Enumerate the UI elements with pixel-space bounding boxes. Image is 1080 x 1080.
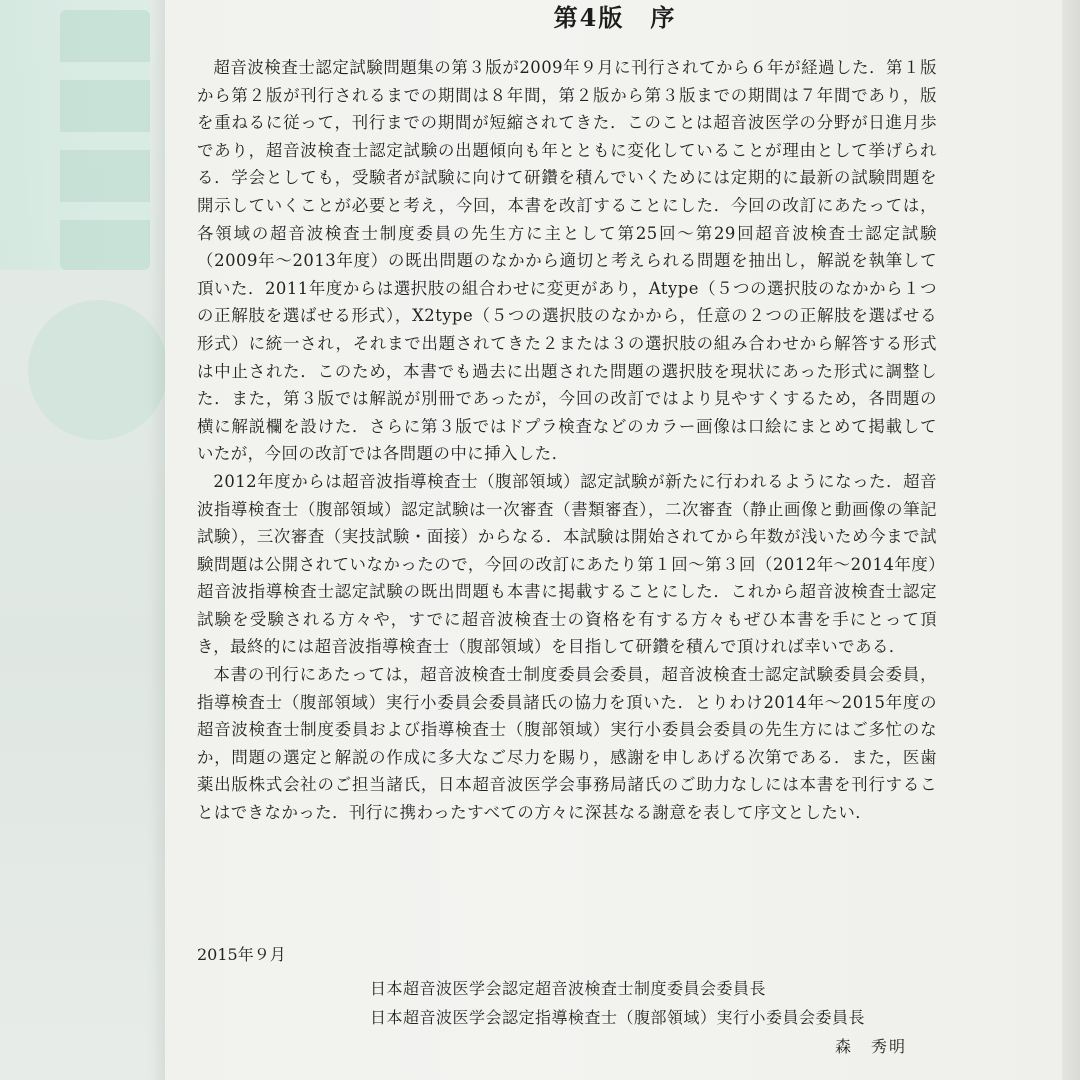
signature-title-2: 日本超音波医学会認定指導検査士（腹部領域）実行小委員会委員長 — [370, 1008, 866, 1027]
cover-title-shadow — [60, 10, 150, 270]
signature-name: 森 秀明 — [835, 1037, 908, 1056]
preface-paragraph: 本書の刊行にあたっては，超音波検査士制度委員会委員，超音波検査士認定試験委員会委員，指導検査士（腹部領域）実行小委員会委員諸氏の協力を頂いた．とりわけ2014年～2015年度の超音波検査士制度委員および指導検査士（腹部領域）実行小委員会委員の先生方にはご多忙のなか，問題の選定と解説の作成に多大なご尽力を賜り，感謝を申しあげる次第である．また，医歯薬出版株式会社のご担当諸氏，日本超音波医学会事務局諸氏のご助力なしには本書を刊行することはできなかった．刊行に携わったすべての方々に深甚なる謝意を表して序文としたい． — [197, 665, 937, 823]
preface-paragraph: 超音波検査士認定試験問題集の第３版が2009年９月に刊行されてから６年が経過した．第１版から第２版が刊行されるまでの期間は８年間，第２版から第３版までの期間は７年間であり，版を重ねるに従って，刊行までの期間が短縮されてきた．このことは超音波医学の分野が日進月歩であり，超音波検査士認定試験の出題傾向も年とともに変化していることが理由として挙げられる．学会としても，受験者が試験に向けて研鑽を積んでいくためには定期的に最新の試験問題を開示していくことが必要と考え，今回，本書を改訂することにした．今回の改訂にあたっては，各領域の超音波検査士制度委員の先生方に主として第25回～第29回超音波検査士認定試験（2009年～2013年度）の既出問題のなかから適切と考えられる問題を抽出し，解説を執筆して頂いた．2011年度からは選択肢の組合わせに変更があり，Atype（５つの選択肢のなかから１つの正解肢を選ばせる形式），X2type（５つの選択肢のなかから，任意の２つの正解肢を選ばせる形式）に統一され，それまで出題されてきた２または３の選択肢の組み合わせから解答する形式は中止された．このため，本書でも過去に出題された問題の選択肢を現状にあった形式に調整した．また，第３版では解説が別冊であったが，今回の改訂ではより見やすくするため，各問題の横に解説欄を設けた．さらに第３版ではドプラ検査などのカラー画像は口絵にまとめて掲載していたが，今回の改訂では各問題の中に挿入した． — [197, 58, 937, 464]
page-edge — [1062, 0, 1080, 1080]
preface-body — [197, 54, 937, 827]
book-page — [165, 0, 1065, 1080]
background-book-cover — [0, 0, 190, 1080]
page-title: 第4版 序 — [553, 3, 677, 32]
cover-edition-badge — [28, 300, 168, 440]
preface-paragraph: 2012年度からは超音波指導検査士（腹部領域）認定試験が新たに行われるようになった．超音波指導検査士（腹部領域）認定試験は一次審査（書類審査），二次審査（静止画像と動画像の筆記試験），三次審査（実技試験・面接）からなる．本試験は開始されてから年数が浅いため今まで試験問題は公開されていなかったので，今回の改訂にあたり第１回～第３回（2012年～2014年度）超音波指導検査士認定試験の既出問題も本書に掲載することにした．これから超音波検査士認定試験を受験される方々や，すでに超音波検査士の資格を有する方々もぜひ本書を手にとって頂き，最終的には超音波指導検査士（腹部領域）を目指して研鑽を積んで頂ければ幸いである． — [197, 471, 937, 657]
preface-date: 2015年９月 — [197, 945, 286, 964]
signature-title-1: 日本超音波医学会認定超音波検査士制度委員会委員長 — [370, 979, 767, 998]
